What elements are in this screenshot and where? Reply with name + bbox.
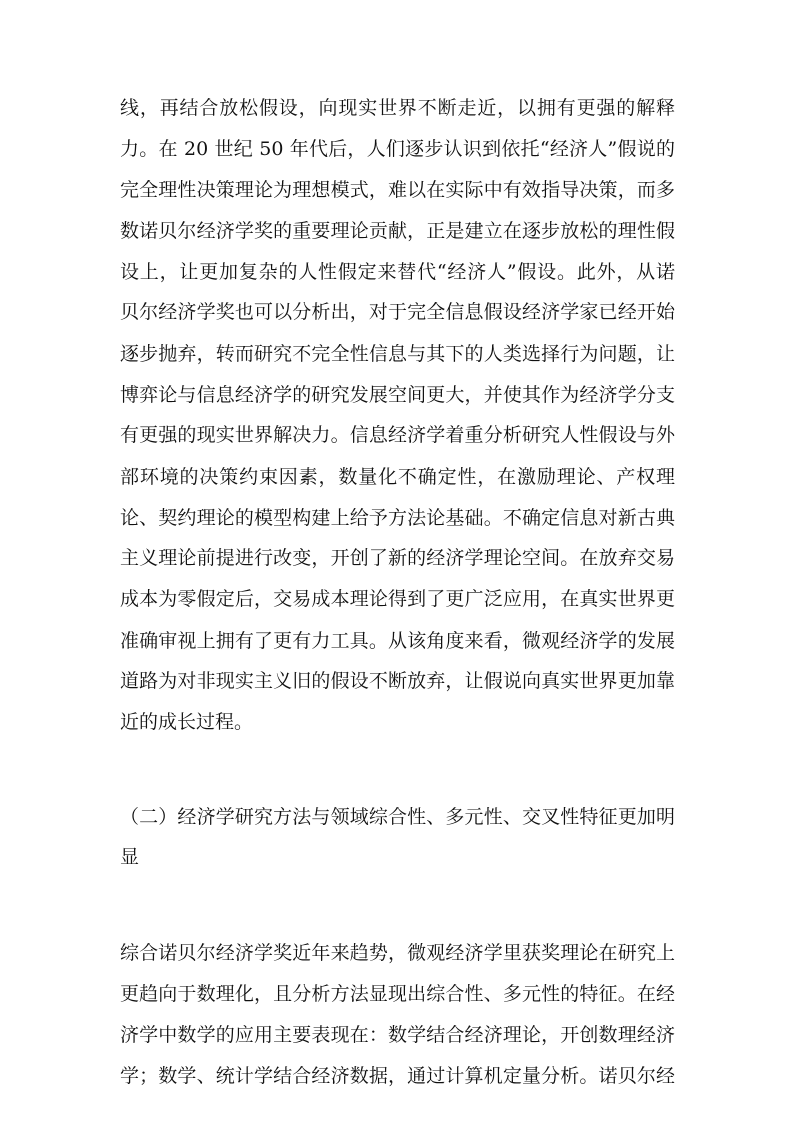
text-line: 线，再结合放松假设，向现实世界不断走近，以拥有更强的解释 [120, 98, 675, 119]
heading-line: （二）经济学研究方法与领域综合性、多元性、交叉性特征更加明 [120, 807, 675, 828]
text-line: 论、契约理论的模型构建上给予方法论基础。不确定信息对新古典 [120, 508, 675, 529]
text-line: 设上，让更加复杂的人性假定来替代“经济人”假设。此外，从诺 [120, 262, 675, 283]
text-line: 更趋向于数理化，且分析方法显现出综合性、多元性的特征。在经 [120, 984, 675, 1005]
text-line: 主义理论前提进行改变，开创了新的经济学理论空间。在放弃交易 [120, 548, 675, 569]
text-line: 学；数学、统计学结合经济数据，通过计算机定量分析。诺贝尔经 [120, 1066, 675, 1087]
heading-line: 显 [120, 847, 140, 868]
text-line: 贝尔经济学奖也可以分析出，对于完全信息假设经济学家已经开始 [120, 302, 675, 323]
text-line: 济学中数学的应用主要表现在：数学结合经济理论，开创数理经济 [120, 1025, 675, 1046]
text-line: 力。在 20 世纪 50 年代后，人们逐步认识到依托“经济人”假说的 [120, 139, 675, 160]
text-line: 部环境的决策约束因素，数量化不确定性，在激励理论、产权理 [120, 467, 675, 488]
text-line: 有更强的现实世界解决力。信息经济学着重分析研究人性假设与外 [120, 425, 675, 446]
text-line: 道路为对非现实主义旧的假设不断放弃，让假说向真实世界更加靠 [120, 671, 675, 692]
text-line: 逐步抛弃，转而研究不完全性信息与其下的人类选择行为问题，让 [120, 344, 675, 365]
text-line: 完全理性决策理论为理想模式，难以在实际中有效指导决策，而多 [120, 180, 675, 201]
text-line: 近的成长过程。 [120, 712, 254, 733]
text-line: 综合诺贝尔经济学奖近年来趋势，微观经济学里获奖理论在研究上 [120, 943, 675, 964]
text-line: 博弈论与信息经济学的研究发展空间更大，并使其作为经济学分支 [120, 385, 675, 406]
text-line: 成本为零假定后，交易成本理论得到了更广泛应用，在真实世界更 [120, 589, 675, 610]
text-line: 数诺贝尔经济学奖的重要理论贡献，正是建立在逐步放松的理性假 [120, 221, 675, 242]
text-line: 准确审视上拥有了更有力工具。从该角度来看，微观经济学的发展 [120, 631, 675, 652]
